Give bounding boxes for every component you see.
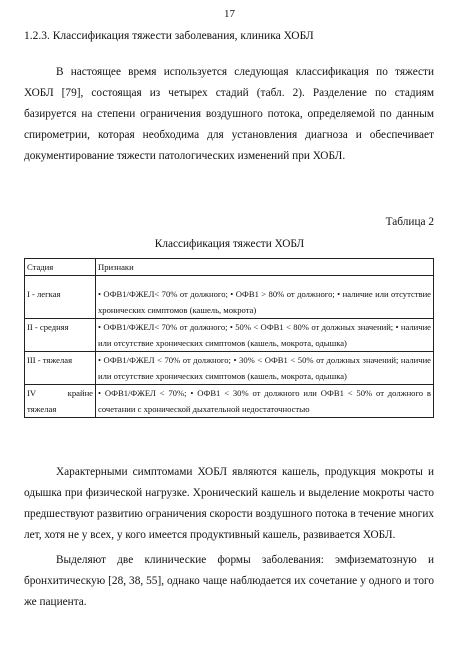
column-header-signs: Признаки xyxy=(96,259,434,276)
intro-paragraph xyxy=(24,62,434,167)
signs-cell: • ОФВ1/ФЖЕЛ< 70% от должного; • ОФВ1 > 80% от должного; • наличие или отсутствие хронических симптомов (кашель, мокрота) xyxy=(96,276,434,319)
table-header-row xyxy=(25,259,434,276)
severity-table xyxy=(24,258,434,418)
table-row xyxy=(25,319,434,352)
column-header-stage: Стадия xyxy=(25,259,96,276)
intro-paragraph-text: В настоящее время используется следующая классификация по тяжести ХОБЛ [79], состоящая из четырех стадий (табл. 2). Разделение по стадиям базируется на степени ограничения воздушного потока, определяемой по данным спирометрии, которая необходима для установления диагноза и обеспечивает документирование тяжести патологических изменений при ХОБЛ. xyxy=(24,66,434,162)
paragraph-symptoms: Характерными симптомами ХОБЛ являются кашель, продукция мокроты и одышка при физической нагрузке. Хронический кашель и выделение мокроты часто предшествуют развитию ограничения скорости воздушного потока в течение многих лет, хотя не у всех, у кого имеется продуктивный кашель, развивается ХОБЛ. xyxy=(24,466,435,541)
section-heading: 1.2.3. Классификация тяжести заболевания, клиника ХОБЛ xyxy=(24,30,314,42)
signs-cell: • ОФВ1/ФЖЕЛ < 70% от должного; • 30% < ОФВ1 < 50% от должных значений; наличие или отсутствие хронических симптомов (кашель, мокрота, одышка) xyxy=(96,352,434,385)
signs-cell: • ОФВ1/ФЖЕЛ < 70%; • ОФВ1 < 30% от должного или ОФВ1 < 50% от должного в сочетании с хронической дыхательной недостаточностью xyxy=(96,385,434,418)
body-text xyxy=(24,462,434,613)
table-row xyxy=(25,385,434,418)
page-number: 17 xyxy=(224,8,235,20)
table-row xyxy=(25,276,434,319)
table-label: Таблица 2 xyxy=(385,216,434,228)
stage-cell: I - легкая xyxy=(25,276,96,319)
stage-cell: IV крайне тяжелая xyxy=(25,385,96,418)
signs-cell: • ОФВ1/ФЖЕЛ< 70% от должного; • 50% < ОФВ1 < 80% от должных значений; • наличие или отсутствие хронических симптомов (кашель, мокрота, одышка) xyxy=(96,319,434,352)
table-row xyxy=(25,352,434,385)
stage-cell: III - тяжелая xyxy=(25,352,96,385)
stage-cell: II - средняя xyxy=(25,319,96,352)
table-caption: Классификация тяжести ХОБЛ xyxy=(154,238,305,250)
paragraph-clinical-forms: Выделяют две клинические формы заболевания: эмфизематозную и бронхитическую [28, 38, 55], однако чаще наблюдается их сочетание у одного и того же пациента. xyxy=(24,554,434,608)
